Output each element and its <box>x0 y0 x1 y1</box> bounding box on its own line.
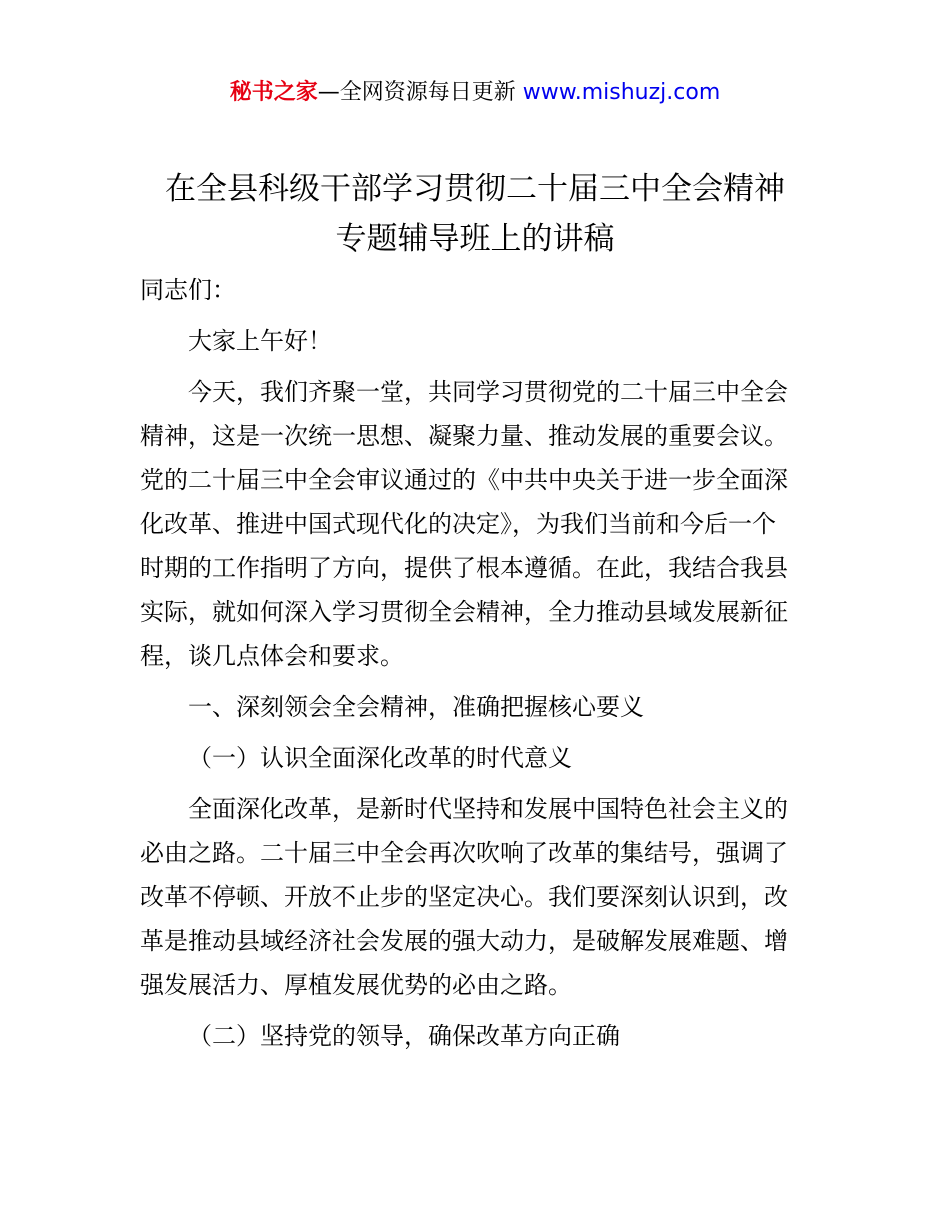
header-tagline: —全网资源每日更新 <box>317 80 523 105</box>
paragraph-line: 必由之路。二十届三中全会再次吹响了改革的集结号，强调了 <box>140 839 788 867</box>
paragraph-line: 时期的工作指明了方向，提供了根本遵循。在此，我结合我县 <box>140 554 788 582</box>
paragraph-line: 革是推动县域经济社会发展的强大动力，是破解发展难题、增 <box>140 927 788 955</box>
paragraph-line: 党的二十届三中全会审议通过的《中共中央关于进一步全面深 <box>140 466 788 494</box>
subsection-heading-2: （二）坚持党的领导，确保改革方向正确 <box>188 1022 620 1050</box>
paragraph-line: 程，谈几点体会和要求。 <box>140 642 404 670</box>
document-body <box>140 268 816 1058</box>
paragraph-line: 实际，就如何深入学习贯彻全会精神，全力推动县域发展新征 <box>140 598 788 626</box>
greeting: 大家上午好！ <box>188 327 332 355</box>
brand-name: 秘书之家 <box>229 80 318 105</box>
paragraph-1 <box>140 370 816 678</box>
subsection-heading-1: （一）认识全面深化改革的时代意义 <box>188 744 572 772</box>
paragraph-2 <box>140 787 816 1007</box>
paragraph-line: 全面深化改革，是新时代坚持和发展中国特色社会主义的 <box>188 795 788 823</box>
title-line-2: 专题辅导班上的讲稿 <box>335 221 615 257</box>
paragraph-line: 今天，我们齐聚一堂，共同学习贯彻党的二十届三中全会 <box>188 378 788 406</box>
document-title <box>0 164 950 264</box>
paragraph-line: 精神，这是一次统一思想、凝聚力量、推动发展的重要会议。 <box>140 422 788 450</box>
site-header <box>0 76 950 110</box>
site-url-link[interactable]: www.mishuzj.com <box>522 80 721 105</box>
section-heading-1: 一、深刻领会全会精神，准确把握核心要义 <box>188 693 644 721</box>
salutation: 同志们： <box>140 276 236 304</box>
title-line-1: 在全县科级干部学习贯彻二十届三中全会精神 <box>165 171 785 207</box>
paragraph-line: 化改革、推进中国式现代化的决定》，为我们当前和今后一个 <box>140 510 776 538</box>
paragraph-line: 改革不停顿、开放不止步的坚定决心。我们要深刻认识到，改 <box>140 883 788 911</box>
paragraph-line: 强发展活力、厚植发展优势的必由之路。 <box>140 971 572 999</box>
